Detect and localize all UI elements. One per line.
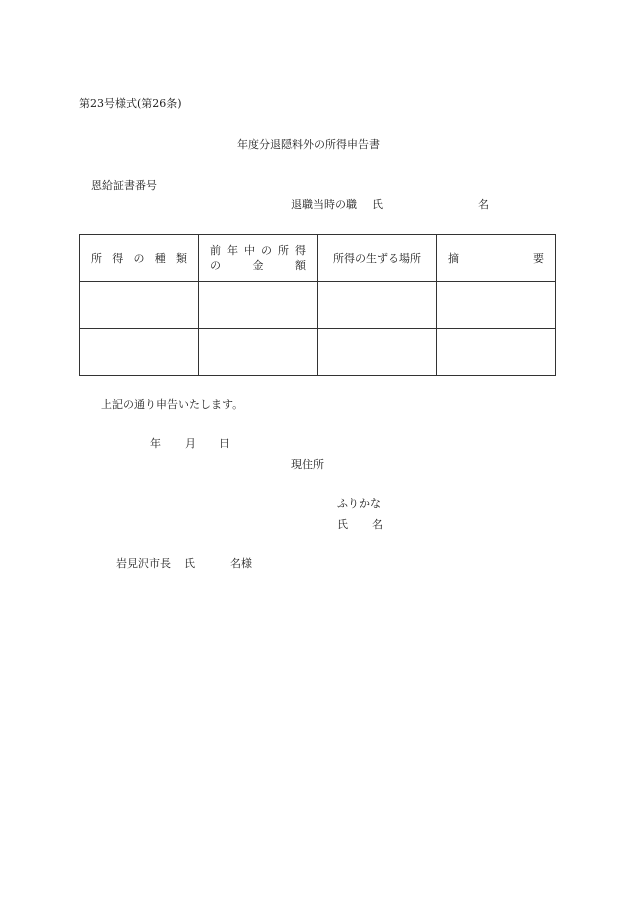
- header-income-kind: 所 得 の 種 類: [80, 235, 199, 282]
- form-number: 第23号様式(第26条): [79, 97, 182, 110]
- date-year-label: 年: [150, 437, 161, 450]
- declaration-text: 上記の通り申告いたします。: [101, 398, 244, 411]
- table-cell: [80, 329, 199, 376]
- retiree-name-label-first: 氏: [372, 198, 383, 211]
- applicant-name-label-second: 名: [372, 518, 383, 531]
- table-cell: [318, 329, 437, 376]
- table-cell: [199, 282, 318, 329]
- table-cell: [199, 329, 318, 376]
- header-income-place: 所得の生ずる場所: [318, 235, 437, 282]
- date-day-label: 日: [219, 437, 230, 450]
- pension-certificate-number-label: 恩給証書番号: [91, 179, 157, 192]
- retirement-post-label: 退職当時の職: [291, 198, 357, 211]
- date-month-label: 月: [185, 437, 196, 450]
- table-cell: [80, 282, 199, 329]
- addressee-name-first: 氏: [184, 557, 195, 570]
- document-title: 年度分退隠料外の所得申告書: [237, 138, 380, 151]
- header-remarks: 摘 要: [437, 235, 556, 282]
- income-table: [79, 234, 556, 376]
- table-cell: [318, 282, 437, 329]
- furigana-label: ふりかな: [337, 497, 381, 510]
- current-address-label: 現住所: [291, 458, 324, 471]
- header-income-amount: 前 年 中 の 所 得 の 金 額: [199, 235, 318, 282]
- table-cell: [437, 282, 556, 329]
- table-row: [80, 282, 556, 329]
- table-cell: [437, 329, 556, 376]
- table-row: [80, 329, 556, 376]
- addressee-name-honorific: 名様: [230, 557, 252, 570]
- applicant-name-label-first: 氏: [337, 518, 348, 531]
- addressee-city-mayor: 岩見沢市長: [116, 557, 171, 570]
- table-header-row: [80, 235, 556, 282]
- retiree-name-label-second: 名: [478, 198, 489, 211]
